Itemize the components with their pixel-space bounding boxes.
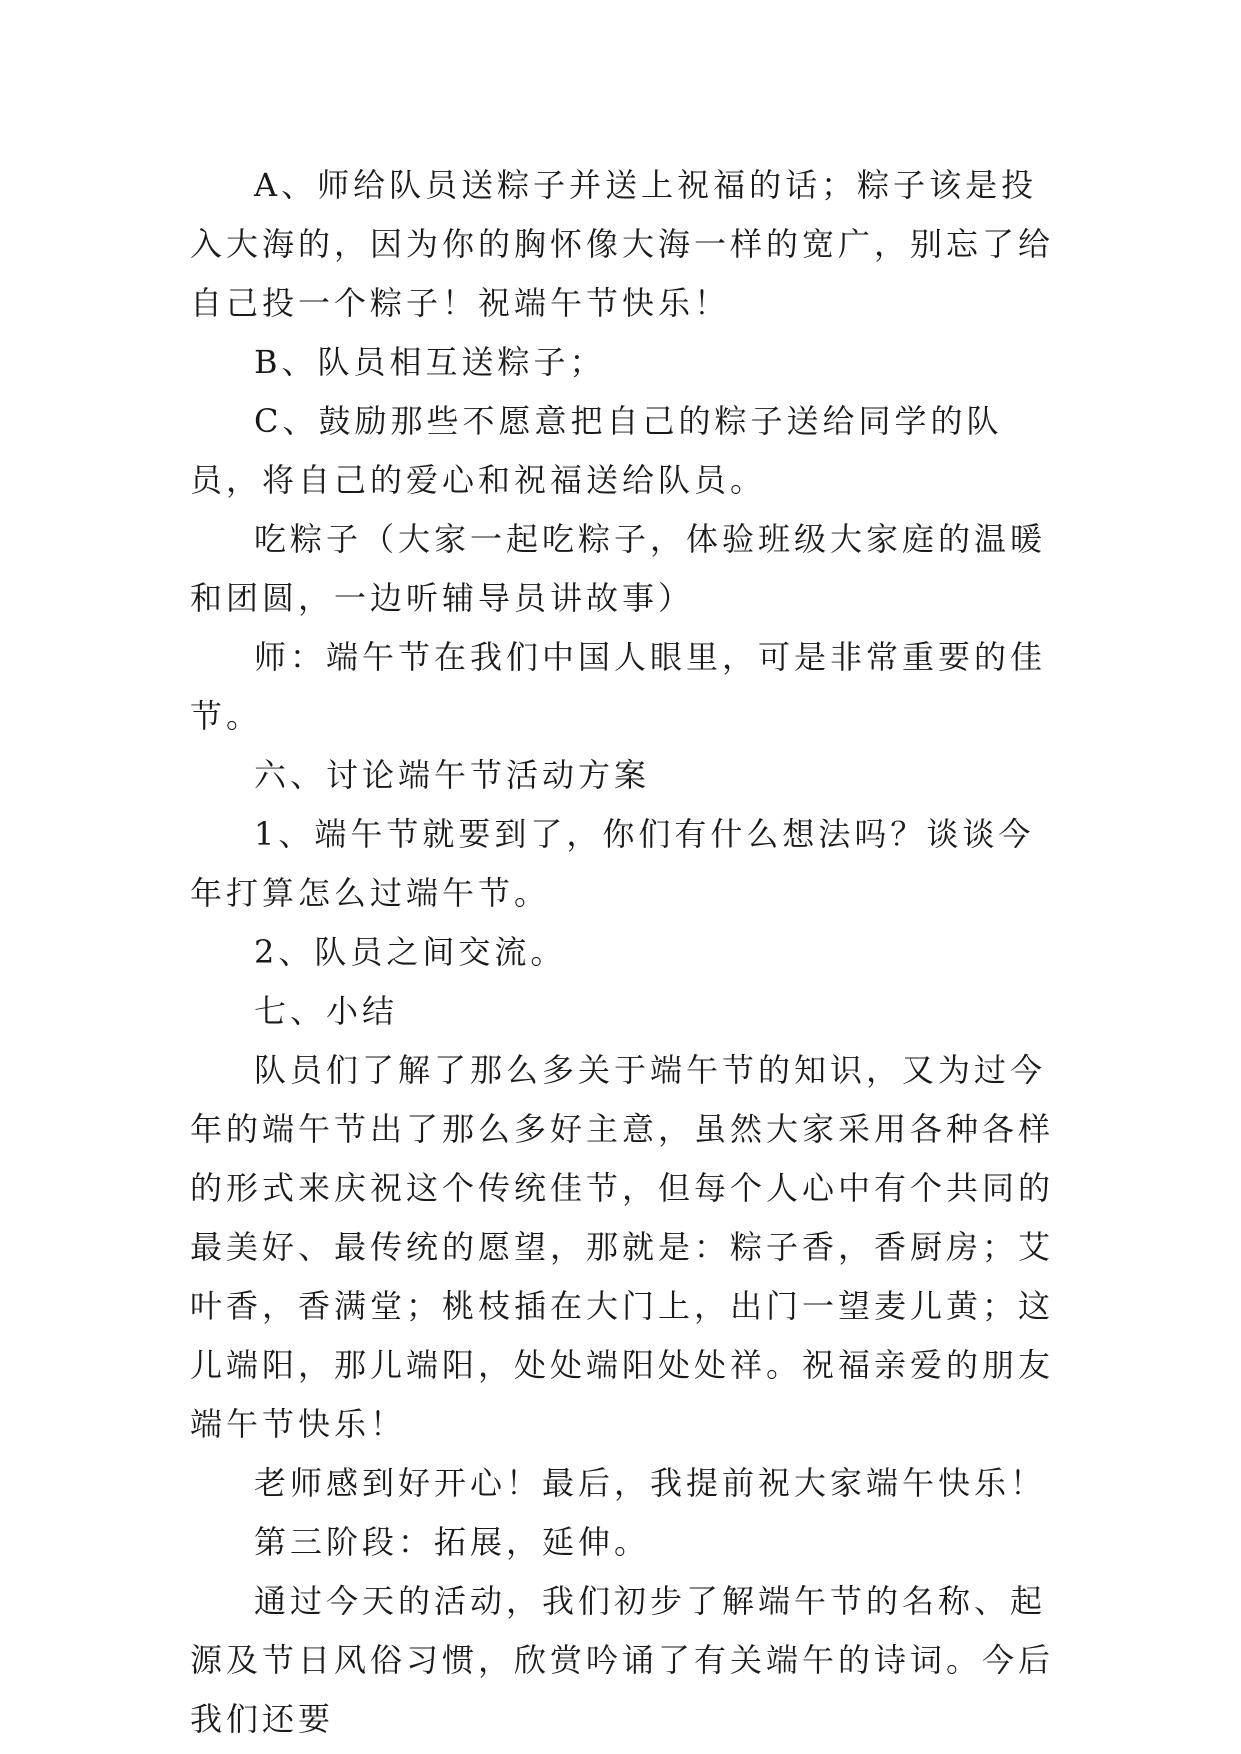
document-body	[190, 156, 1070, 1749]
paragraph-a-teacher-gives-zongzi: A、师给队员送粽子并送上祝福的话；粽子该是投入大海的，因为你的胸怀像大海一样的宽广，别忘了给自己投一个粽子！祝端午节快乐！	[190, 166, 1055, 322]
paragraph-eat-zongzi: 吃粽子（大家一起吃粽子，体验班级大家庭的温暖和团圆，一边听辅导员讲故事）	[190, 520, 1047, 617]
paragraph-item-2: 2、队员之间交流。	[254, 933, 567, 971]
document-page	[190, 0, 1070, 1754]
paragraph-summary: 队员们了解了那么多关于端午节的知识，又为过今年的端午节出了那么多好主意，虽然大家采用各种各样的形式来庆祝这个传统佳节，但每个人心中有个共同的最美好、最传统的愿望，那就是：粽子香，香厨房；艾叶香，香满堂；桃枝插在大门上，出门一望麦儿黄；这儿端阳，那儿端阳，处处端阳处处祥。祝福亲爱的朋友端午节快乐！	[190, 1051, 1055, 1443]
section-heading-discussion: 六、讨论端午节活动方案	[254, 756, 651, 794]
paragraph-teacher-remark: 师：端午节在我们中国人眼里，可是非常重要的佳节。	[190, 638, 1047, 735]
section-heading-summary: 七、小结	[254, 992, 399, 1030]
paragraph-teacher-happy: 老师感到好开心！最后，我提前祝大家端午快乐！	[254, 1464, 1047, 1502]
paragraph-conclusion: 通过今天的活动，我们初步了解端午节的名称、起源及节日风俗习惯，欣赏吟诵了有关端午的诗词。今后我们还要	[190, 1582, 1055, 1738]
paragraph-item-1: 1、端午节就要到了，你们有什么想法吗？谈谈今年打算怎么过端午节。	[190, 815, 1035, 912]
paragraph-c-encourage-sharing: C、鼓励那些不愿意把自己的粽子送给同学的队员，将自己的爱心和祝福送给队员。	[190, 402, 1003, 499]
section-heading-stage-three: 第三阶段：拓展，延伸。	[254, 1523, 651, 1561]
paragraph-b-members-exchange: B、队员相互送粽子；	[254, 343, 606, 381]
